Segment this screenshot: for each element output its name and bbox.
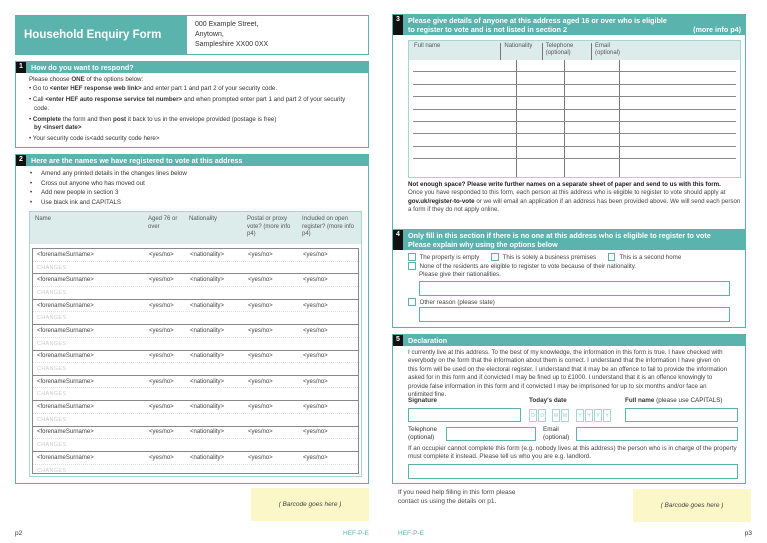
cell-nationality: <nationality> <box>190 327 225 334</box>
checkbox-business-premises[interactable] <box>491 253 499 261</box>
date-label: Today's date <box>529 397 567 404</box>
text: it back to us in the envelope provided (postage is free) <box>126 115 277 123</box>
barcode-placeholder: ( Barcode goes here ) <box>633 489 751 522</box>
telephone-label <box>408 426 437 442</box>
checkbox-label: The property is empty <box>419 254 480 261</box>
full-name-label <box>625 397 723 405</box>
space-note: Not enough space? Please write further names on a separate sheet of paper and send to us with this form. <box>408 181 721 188</box>
section-3-notes <box>408 181 743 215</box>
label-rest: (please use CAPITALS) <box>654 397 723 404</box>
section-5-header <box>393 335 745 346</box>
page-number: p2 <box>15 530 23 537</box>
cell-included: <yes/no> <box>303 353 328 360</box>
table-header <box>30 212 361 244</box>
help-line: If you need help filling in this form please <box>398 489 516 496</box>
section-title <box>403 15 745 35</box>
cell-postal: <yes/no> <box>248 327 273 334</box>
cell-aged: <yes/no> <box>149 404 174 411</box>
cell-nationality: <nationality> <box>190 302 225 309</box>
security-code: • Your security code is<add security code here> <box>29 135 160 143</box>
section-2-header <box>16 155 368 166</box>
telephone-input[interactable] <box>446 427 536 441</box>
label-text: Telephone <box>408 426 438 433</box>
cell-included: <yes/no> <box>303 404 328 411</box>
text: Go to <box>32 85 50 93</box>
table-row <box>33 376 358 401</box>
nationalities-input[interactable] <box>419 281 730 296</box>
checkbox-row <box>408 262 730 279</box>
cell-nationality: <nationality> <box>190 404 225 411</box>
table-row <box>33 274 358 299</box>
email-label <box>543 426 569 442</box>
checkbox-second-home[interactable] <box>608 253 616 261</box>
section-number: 2 <box>16 155 26 166</box>
text: Please choose <box>29 76 72 83</box>
date-year-2[interactable]: Y <box>585 409 593 422</box>
section-1-header <box>16 62 368 73</box>
checkbox-property-empty[interactable] <box>408 253 416 261</box>
table-row[interactable] <box>413 110 736 122</box>
cell-aged: <yes/no> <box>149 277 174 284</box>
cell-name: <forenameSurname> <box>37 327 94 334</box>
page-number: p3 <box>744 530 752 537</box>
col-header-nationality: Nationality <box>501 43 542 60</box>
changes-line[interactable]: CHANGES <box>37 391 67 398</box>
more-info-link: (more info p4) <box>693 25 741 34</box>
form-code: HEF-P-E <box>398 530 424 537</box>
text: the form and then <box>61 115 114 123</box>
section-title: Declaration <box>408 336 448 345</box>
date-month-2[interactable]: M <box>561 409 569 422</box>
table-header <box>409 41 740 60</box>
phone-number: <enter HEF auto response service tel number> <box>45 96 183 104</box>
label-text: Email <box>543 426 559 433</box>
checkbox-other-reason[interactable] <box>408 298 416 306</box>
instruction: • Cross out anyone who has moved out <box>34 179 354 189</box>
section-number: 4 <box>393 230 403 250</box>
table-row <box>33 351 358 376</box>
section-title: Here are the names we have registered to vote at this address <box>31 156 243 165</box>
option-web: • Go to <enter HEF response web link> and enter part 1 and part 2 of your security code. <box>29 85 278 93</box>
changes-line[interactable]: CHANGES <box>37 264 67 271</box>
text: or we will email an application if an address has been provided above. We will send each person a form if they do not apply online. <box>408 197 741 214</box>
changes-line[interactable]: CHANGES <box>37 366 67 373</box>
barcode-placeholder: ( Barcode goes here ) <box>251 488 369 521</box>
address-line: Sampleshire XX00 0XX <box>195 41 269 48</box>
address-block <box>187 16 368 54</box>
section-4 <box>392 229 746 328</box>
help-text <box>398 489 515 506</box>
checkbox-label: Other reason (please state) <box>419 299 495 306</box>
instruction: • Amend any printed details in the changes lines below <box>34 169 354 179</box>
section-title <box>403 230 745 250</box>
table-row[interactable] <box>413 85 736 97</box>
cell-aged: <yes/no> <box>149 353 174 360</box>
table-row-lines <box>413 60 736 177</box>
cell-postal: <yes/no> <box>248 454 273 461</box>
checkbox-row <box>408 298 730 307</box>
instructions-list <box>16 166 368 208</box>
new-people-table <box>408 40 741 178</box>
section-number: 5 <box>393 335 403 346</box>
cell-included: <yes/no> <box>303 251 328 258</box>
signature-input[interactable] <box>408 408 521 422</box>
section-1-body <box>16 73 368 146</box>
page-3 <box>384 0 767 543</box>
col-header-email: Email (optional) <box>594 43 620 56</box>
table-row[interactable] <box>413 147 736 159</box>
cell-name: <forenameSurname> <box>37 454 94 461</box>
nationality-sub-label: Please give their nationalities. <box>419 271 501 278</box>
text: Once you have responded to this form, each person at this address who is eligible to register to vote should apply at <box>408 189 726 197</box>
table-row <box>33 452 358 477</box>
cell-name: <forenameSurname> <box>37 302 94 309</box>
changes-line[interactable]: CHANGES <box>37 467 67 474</box>
table-row <box>33 427 358 452</box>
cell-aged: <yes/no> <box>149 302 174 309</box>
text: and enter part 1 and part 2 of your security code. <box>141 85 278 93</box>
address-line: 000 Example Street, <box>195 21 259 28</box>
col-header-full-name: Full name <box>409 43 501 60</box>
instruction: • Add new people in section 3 <box>34 188 354 198</box>
cell-aged: <yes/no> <box>149 251 174 258</box>
col-header-aged: Aged 76 or over <box>148 216 178 230</box>
cell-aged: <yes/no> <box>149 327 174 334</box>
text: of the options below: <box>84 76 144 83</box>
section-4-header <box>393 230 745 250</box>
text-bold: post <box>113 115 127 123</box>
section-4-body <box>393 250 745 322</box>
title-line: Please explain why using the options below <box>408 240 558 249</box>
changes-line[interactable]: CHANGES <box>37 416 67 423</box>
text: and when prompted enter part 1 and part 2 of your security code. <box>34 96 346 112</box>
date-year-4[interactable]: Y <box>603 409 611 422</box>
intro-text <box>29 76 355 84</box>
cell-name: <forenameSurname> <box>37 353 94 360</box>
cell-name: <forenameSurname> <box>37 404 94 411</box>
cell-included: <yes/no> <box>303 277 328 284</box>
label-bold: Full name <box>625 397 655 404</box>
cell-name: <forenameSurname> <box>37 277 94 284</box>
title-text: Please give details of anyone at this address aged 16 or over who is eligible to register to vote and is not listed in section 2 <box>408 16 667 34</box>
cell-included: <yes/no> <box>303 429 328 436</box>
email-input[interactable] <box>576 427 738 441</box>
checkbox-label: This is a second home <box>619 254 682 261</box>
changes-line[interactable]: CHANGES <box>37 442 67 449</box>
col-header-telephone: Telephone (optional) <box>543 43 592 60</box>
deadline-date: by <insert date> <box>34 124 82 132</box>
cell-nationality: <nationality> <box>190 429 225 436</box>
cell-postal: <yes/no> <box>248 277 273 284</box>
address-line: Anytown, <box>195 31 224 38</box>
date-year-3[interactable]: Y <box>594 409 602 422</box>
cell-included: <yes/no> <box>303 378 328 385</box>
table-row[interactable] <box>413 72 736 84</box>
help-line: contact us using the details on p1. <box>398 497 497 505</box>
section-5 <box>392 334 746 484</box>
table-row[interactable] <box>413 122 736 134</box>
col-header-nationality: Nationality <box>189 216 218 222</box>
cell-name: <forenameSurname> <box>37 429 94 436</box>
other-reason-input[interactable] <box>419 307 730 322</box>
cell-nationality: <nationality> <box>190 454 225 461</box>
option-phone: • Call <enter HEF auto response service tel number> and when prompted enter part 1 and part 2 of your security code. <box>29 96 346 112</box>
table-row[interactable] <box>413 97 736 109</box>
section-1 <box>15 61 369 148</box>
table-row[interactable] <box>413 60 736 72</box>
cell-included: <yes/no> <box>303 454 328 461</box>
cell-postal: <yes/no> <box>248 429 273 436</box>
instruction: • Use black ink and CAPITALS <box>34 198 354 208</box>
checkbox-label: This is solely a business premises <box>502 254 597 261</box>
table-row <box>33 325 358 350</box>
section-2 <box>15 154 369 484</box>
table-body <box>32 248 359 474</box>
form-title: Household Enquiry Form <box>16 16 187 54</box>
date-day-2[interactable]: D <box>538 409 546 422</box>
cell-postal: <yes/no> <box>248 251 273 258</box>
section-title: How do you want to respond? <box>31 63 134 72</box>
cell-aged: <yes/no> <box>149 429 174 436</box>
date-day-1[interactable]: D <box>529 409 537 422</box>
section-3 <box>392 14 746 253</box>
checkbox-row <box>408 253 730 262</box>
declaration-text: I currently live at this address. To the best of my knowledge, the information in this form is true. I have checked with everybody on the form that the information about them is correct. I understand that the information I have given on this form will be used on the electoral register. I understand that it may be an offence to fail to provide the information asked for in this form and if convicted I may be fined up to £1000. I understand that it is an offence knowingly to provide false information in this form and if convicted I may be imprisoned for up to six months and/or face an unlimited fine. <box>408 349 728 399</box>
web-link[interactable]: <enter HEF response web link> <box>49 85 142 93</box>
col-header-included: Included on open register? (more info p4) <box>302 216 355 237</box>
signature-label: Signature <box>408 397 438 404</box>
option-post: • Complete the form and then post it back to us in the envelope provided (postage is free) by <insert date> <box>29 115 277 132</box>
cell-nationality: <nationality> <box>190 353 225 360</box>
cell-postal: <yes/no> <box>248 302 273 309</box>
text-bold: ONE <box>71 76 85 83</box>
date-month-1[interactable]: M <box>552 409 560 422</box>
cell-aged: <yes/no> <box>149 454 174 461</box>
cell-name: <forenameSurname> <box>37 251 94 258</box>
changes-line[interactable]: CHANGES <box>37 340 67 347</box>
form-header <box>15 15 369 55</box>
cell-nationality: <nationality> <box>190 277 225 284</box>
checkbox-label: None of the residents are eligible to register to vote because of their nationality. <box>419 263 637 270</box>
occupier-role-input[interactable] <box>408 464 738 479</box>
date-year-1[interactable]: Y <box>576 409 584 422</box>
text-bold: Complete <box>32 115 62 123</box>
table-row <box>33 401 358 426</box>
cell-aged: <yes/no> <box>149 378 174 385</box>
section-number: 3 <box>393 15 403 35</box>
table-row <box>33 300 358 325</box>
section-number: 1 <box>16 62 26 73</box>
table-row <box>33 249 358 274</box>
cell-postal: <yes/no> <box>248 404 273 411</box>
col-header-postal: Postal or proxy vote? (more info p4) <box>247 216 291 237</box>
title-line: Only fill in this section if there is no one at this address who is eligible to register to vote <box>408 231 711 240</box>
checkbox-nationality[interactable] <box>408 262 416 270</box>
cell-postal: <yes/no> <box>248 353 273 360</box>
label-sub: (optional) <box>543 434 570 441</box>
form-code: HEF-P-E <box>343 530 369 537</box>
cell-included: <yes/no> <box>303 302 328 309</box>
table-row[interactable] <box>413 134 736 146</box>
changes-line[interactable]: CHANGES <box>37 315 67 322</box>
col-header-name: Name <box>35 216 52 222</box>
cell-name: <forenameSurname> <box>37 378 94 385</box>
changes-line[interactable]: CHANGES <box>37 289 67 296</box>
text: Call <box>32 96 46 104</box>
cell-nationality: <nationality> <box>190 251 225 258</box>
full-name-input[interactable] <box>625 408 738 422</box>
section-3-header <box>393 15 745 35</box>
text: Your security code is<add security code here> <box>32 135 160 143</box>
cell-nationality: <nationality> <box>190 378 225 385</box>
cell-included: <yes/no> <box>303 327 328 334</box>
label-sub: (optional) <box>408 434 435 441</box>
cell-postal: <yes/no> <box>248 378 273 385</box>
registered-voters-table <box>29 211 362 477</box>
register-link[interactable]: gov.uk/register-to-vote <box>408 197 475 205</box>
occupier-note: If an occupier cannot complete this form (e.g. nobody lives at this address) the person who is in charge of the property must complete it instead. Please tell us who you are e.g. landlord. <box>408 445 737 461</box>
